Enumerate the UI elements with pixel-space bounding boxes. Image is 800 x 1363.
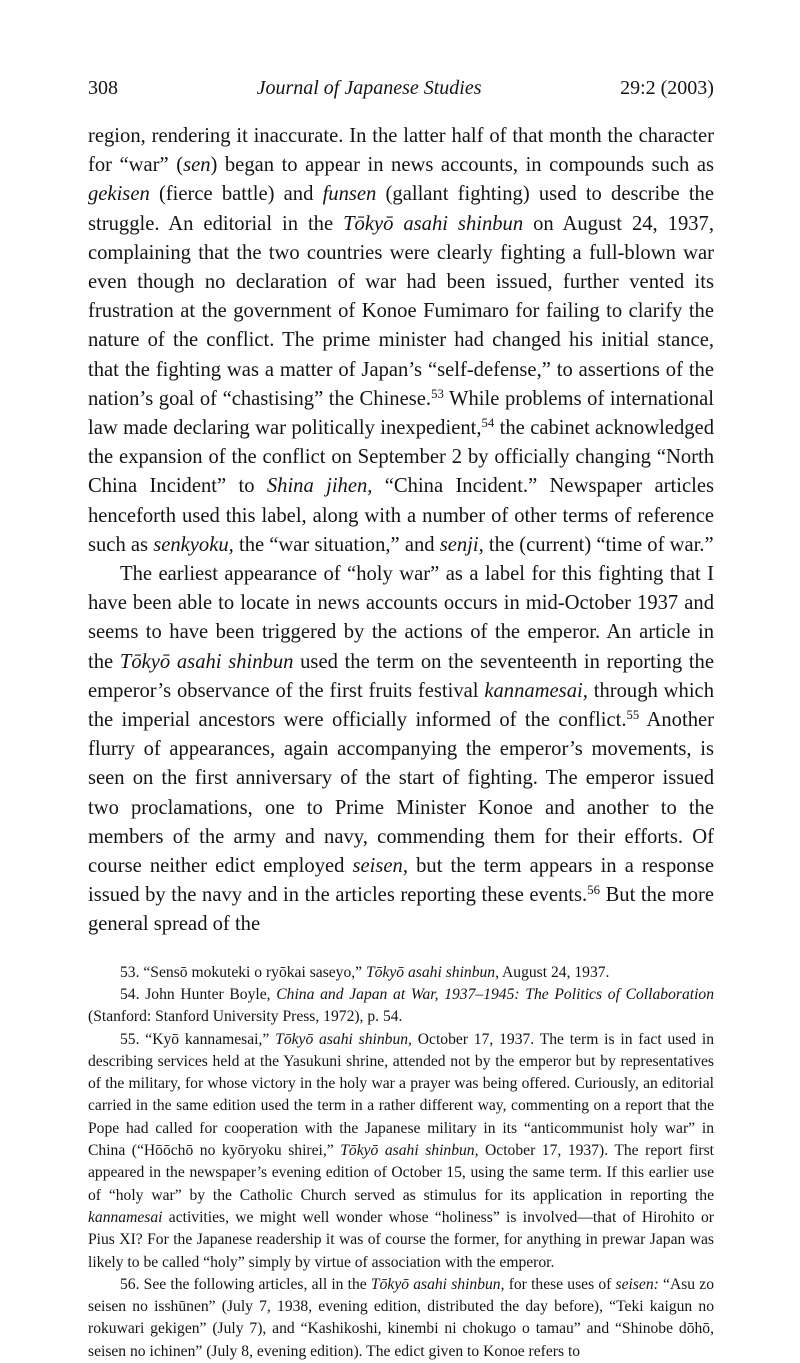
journal-title: Journal of Japanese Studies <box>256 77 482 99</box>
body-paragraph: The earliest appearance of “holy war” as a label for this fighting that I have been able to locate in news accounts occurs in mid-October 1937 and seems to have been triggered by the actions of the emperor. An article in the Tōkyō asahi shinbun used the term on the seventeenth in reporting the emperor’s observance of the first fruits festival kannamesai, through which the imperial ancestors were officially informed of the conflict.$^{55}$ Another flurry of appearances, again accompanying the emperor’s movements, is seen on the first anniversary of the start of fighting. The emperor issued two proclamations, one to Prime Minister Konoe and another to the members of the army and navy, commending them for their efforts. Of course neither edict employed seisen, but the term appears in a response issued by the navy and in the articles reporting these events.$^{56}$ But the more general spread of the <box>88 563 714 936</box>
page-number: 308 <box>88 77 118 99</box>
footnote-56: 56. See the following articles, all in the Tōkyō asahi shinbun, for these uses of seisen: “Asu zo seisen no isshūnen” (July 7, 1938, evening edition, distributed the day before), “Teki kaigun no rokuwari gekigen” (July 7), and “Kashikoshi, kinembi ni chokugo o tamau” and “Shinobe dōhō, seisen no ichinen” (July 8, evening edition). The edict given to Konoe refers to <box>88 1275 714 1360</box>
footnotes <box>88 962 714 1363</box>
footnote-53: 53. “Sensō mokuteki o ryōkai saseyo,” Tōkyō asahi shinbun, August 24, 1937. <box>120 963 610 981</box>
footnote-55: 55. “Kyō kannamesai,” Tōkyō asahi shinbun, October 17, 1937. The term is in fact used in describing services held at the Yasukuni shrine, attended not by the emperor but by representatives of the military, for whose victory in the holy war a prayer was being offered. Curiously, an editorial carried in the same edition used the term in a rather different way, commenting on a report that the Pope had called for cooperation with the Japanese military in its “anticommunist holy war” in China (“Hōōchō no kyōryoku shirei,” Tōkyō asahi shinbun, October 17, 1937). The report first appeared in the newspaper’s evening edition of October 15, using the same term. If this earlier use of “holy war” by the Catholic Church served as stimulus for its application in reporting the kannamesai activities, we might well wonder whose “holiness” is involved—that of Hirohito or Pius XI? For the Japanese readership it was of course the former, for anything in prewar Japan was likely to be called “holy” simply by virtue of association with the emperor. <box>88 1030 715 1271</box>
running-header <box>88 76 714 100</box>
body-text <box>88 122 714 940</box>
issue-info: 29:2 (2003) <box>620 77 714 99</box>
footnote-54: 54. John Hunter Boyle, China and Japan at War, 1937–1945: The Politics of Collaboration (Stanford: Stanford University Press, 1972), p. 54. <box>88 985 714 1026</box>
body-paragraph: region, rendering it inaccurate. In the latter half of that month the character for “war” (sen) began to appear in news accounts, in compounds such as gekisen (fierce battle) and funsen (gallant fighting) used to describe the struggle. An editorial in the Tōkyō asahi shinbun on August 24, 1937, complaining that the two countries were clearly fighting a full-blown war even though no declaration of war had been issued, further vented its frustration at the government of Konoe Fumimaro for failing to clarify the nature of the conflict. The prime minister had changed his initial stance, that the fighting was a matter of Japan’s “self-defense,” to assertions of the nation’s goal of “chastising” the Chinese.$^{53}$ While problems of international law made declaring war politically inexpedient,$^{54}$ the cabinet acknowledged the expansion of the conflict on September 2 by officially changing “North China Incident” to Shina jihen, “China Incident.” Newspaper articles henceforth used this label, along with a number of other terms of reference such as senkyoku, the “war situation,” and senji, the (current) “time of war.” <box>88 125 714 556</box>
journal-page <box>88 76 714 1363</box>
